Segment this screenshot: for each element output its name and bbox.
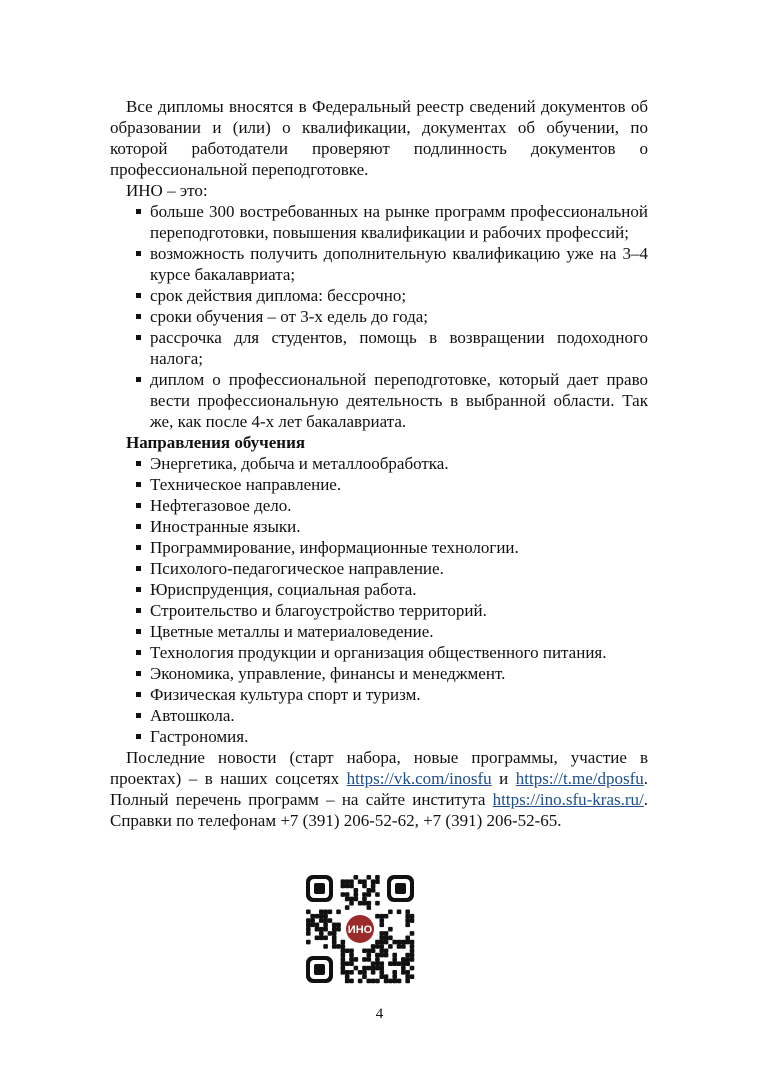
- qr-module: [345, 970, 350, 975]
- qr-module: [375, 901, 380, 906]
- qr-code: [303, 872, 417, 986]
- ino-lead: ИНО – это:: [126, 181, 208, 200]
- qr-module: [345, 905, 350, 910]
- qr-module: [410, 948, 415, 953]
- qr-module: [341, 879, 346, 884]
- qr-module: [336, 923, 341, 928]
- qr-module: [323, 910, 328, 915]
- qr-module: [332, 944, 337, 949]
- qr-module: [384, 914, 389, 919]
- list-item: Экономика, управление, финансы и менеджмент.: [150, 663, 648, 684]
- qr-module: [354, 957, 359, 962]
- qr-module: [332, 935, 337, 940]
- qr-module: [306, 940, 311, 945]
- qr-module: [332, 923, 337, 928]
- list-item: Программирование, информационные технологии.: [150, 537, 648, 558]
- qr-module: [362, 892, 367, 897]
- qr-module: [405, 974, 410, 979]
- qr-module: [319, 935, 324, 940]
- list-item: Автошкола.: [150, 705, 648, 726]
- qr-module: [362, 974, 367, 979]
- qr-module: [349, 970, 354, 975]
- qr-module: [392, 957, 397, 962]
- qr-module: [375, 944, 380, 949]
- qr-module: [405, 957, 410, 962]
- news-text-2: . Полный перечень программ – на сайте института: [110, 769, 648, 809]
- qr-module: [375, 892, 380, 897]
- qr-module: [410, 931, 415, 936]
- qr-module: [328, 910, 333, 915]
- qr-module: [375, 940, 380, 945]
- list-item: возможность получить дополнительную квалификацию уже на 3–4 курсе бакалавриата;: [150, 244, 648, 284]
- qr-module: [366, 979, 371, 984]
- qr-module: [341, 948, 346, 953]
- qr-module: [366, 901, 371, 906]
- qr-module: [388, 910, 393, 915]
- qr-module: [345, 884, 350, 889]
- qr-module: [410, 918, 415, 923]
- qr-module: [319, 910, 324, 915]
- qr-module: [375, 875, 380, 880]
- qr-module: [345, 961, 350, 966]
- list-item: Технология продукции и организация общественного питания.: [150, 642, 648, 663]
- qr-finder-bottom-left: [306, 956, 333, 983]
- qr-module: [371, 979, 376, 984]
- qr-module: [323, 935, 328, 940]
- qr-module: [388, 979, 393, 984]
- qr-module: [371, 944, 376, 949]
- list-item: рассрочка для студентов, помощь в возвращении подоходного налога;: [150, 328, 648, 368]
- qr-module: [341, 884, 346, 889]
- qr-module: [379, 923, 384, 928]
- qr-module: [319, 931, 324, 936]
- qr-module: [388, 944, 393, 949]
- news-text-1: Последние новости (старт набора, новые программы, участие в проектах) – в наших соцсетях: [110, 748, 648, 788]
- qr-module: [345, 892, 350, 897]
- qr-module: [397, 961, 402, 966]
- qr-module: [384, 948, 389, 953]
- qr-module: [392, 970, 397, 975]
- qr-module: [362, 948, 367, 953]
- qr-module: [306, 923, 311, 928]
- qr-module: [341, 953, 346, 958]
- qr-module: [410, 957, 415, 962]
- page-number: 4: [375, 1006, 384, 1022]
- qr-module: [397, 940, 402, 945]
- vk-link[interactable]: https://vk.com/inosfu: [346, 769, 492, 788]
- qr-module: [332, 927, 337, 932]
- qr-module: [410, 944, 415, 949]
- qr-module: [371, 888, 376, 893]
- qr-module: [362, 970, 367, 975]
- qr-module: [384, 931, 389, 936]
- qr-module: [410, 974, 415, 979]
- qr-module: [379, 966, 384, 971]
- qr-module: [379, 948, 384, 953]
- qr-module: [379, 944, 384, 949]
- qr-module: [345, 897, 350, 902]
- qr-module: [379, 935, 384, 940]
- qr-module: [336, 910, 341, 915]
- qr-module: [349, 879, 354, 884]
- qr-module: [384, 935, 389, 940]
- qr-module: [349, 901, 354, 906]
- qr-module: [397, 910, 402, 915]
- qr-module: [366, 957, 371, 962]
- qr-module: [401, 961, 406, 966]
- qr-module: [328, 918, 333, 923]
- qr-finder-top-left: [306, 875, 333, 902]
- qr-module: [410, 914, 415, 919]
- qr-module: [358, 901, 363, 906]
- qr-module: [319, 927, 324, 932]
- qr-module: [371, 884, 376, 889]
- qr-module: [401, 966, 406, 971]
- news-text-and: и: [491, 769, 516, 788]
- qr-module: [354, 888, 359, 893]
- qr-module: [362, 884, 367, 889]
- qr-module: [354, 892, 359, 897]
- qr-module: [392, 979, 397, 984]
- qr-module: [315, 914, 320, 919]
- news-text-3: . Справки по телефонам +7 (391) 206-52-62, +7 (391) 206-52-65.: [110, 790, 648, 830]
- list-item: сроки обучения – от 3-х едель до года;: [150, 306, 648, 327]
- qr-module: [306, 910, 311, 915]
- qr-module: [332, 940, 337, 945]
- page-content: [110, 96, 648, 831]
- telegram-link[interactable]: https://t.me/dposfu: [515, 769, 644, 788]
- qr-module: [405, 923, 410, 928]
- qr-module: [397, 944, 402, 949]
- qr-module: [401, 970, 406, 975]
- ino-logo-text: ИНО: [347, 924, 373, 936]
- qr-module: [379, 970, 384, 975]
- qr-module: [306, 918, 311, 923]
- list-item: Юриспруденция, социальная работа.: [150, 579, 648, 600]
- qr-module: [375, 953, 380, 958]
- qr-module: [384, 974, 389, 979]
- qr-module: [371, 970, 376, 975]
- qr-module: [371, 961, 376, 966]
- qr-module: [362, 901, 367, 906]
- qr-module: [401, 944, 406, 949]
- news-paragraph: [110, 747, 648, 831]
- qr-module: [392, 961, 397, 966]
- qr-module: [336, 944, 341, 949]
- qr-module: [388, 961, 393, 966]
- qr-module: [366, 948, 371, 953]
- qr-module: [379, 974, 384, 979]
- directions-list: [110, 453, 648, 747]
- qr-module: [379, 940, 384, 945]
- qr-module: [315, 927, 320, 932]
- qr-module: [349, 897, 354, 902]
- qr-module: [345, 879, 350, 884]
- list-item: больше 300 востребованных на рынке программ профессиональной переподготовки, повышения квалификации и рабочих профессий;: [150, 202, 648, 242]
- qr-module: [358, 979, 363, 984]
- qr-module: [388, 927, 393, 932]
- qr-module: [405, 935, 410, 940]
- qr-module: [379, 953, 384, 958]
- qr-module: [392, 974, 397, 979]
- qr-module: [349, 953, 354, 958]
- qr-module: [405, 914, 410, 919]
- qr-module: [401, 940, 406, 945]
- qr-module: [362, 957, 367, 962]
- qr-module: [341, 957, 346, 962]
- qr-module: [405, 953, 410, 958]
- qr-module: [366, 892, 371, 897]
- qr-module: [349, 957, 354, 962]
- qr-module: [379, 918, 384, 923]
- qr-module: [341, 940, 346, 945]
- qr-module: [371, 966, 376, 971]
- qr-code-graphic: [303, 872, 417, 986]
- qr-module: [310, 923, 315, 928]
- qr-module: [397, 979, 402, 984]
- list-item: Психолого-педагогическое направление.: [150, 558, 648, 579]
- qr-module: [323, 944, 328, 949]
- qr-module: [306, 931, 311, 936]
- qr-module: [310, 914, 315, 919]
- qr-module: [349, 961, 354, 966]
- qr-module: [341, 892, 346, 897]
- qr-module: [405, 910, 410, 915]
- list-item: Энергетика, добыча и металлообработка.: [150, 453, 648, 474]
- list-item: Строительство и благоустройство территорий.: [150, 600, 648, 621]
- list-item: срок действия диплома: бессрочно;: [150, 285, 648, 306]
- list-item: Нефтегазовое дело.: [150, 495, 648, 516]
- qr-module: [405, 979, 410, 984]
- qr-module: [392, 953, 397, 958]
- qr-module: [384, 953, 389, 958]
- qr-module: [328, 931, 333, 936]
- qr-module: [375, 914, 380, 919]
- list-item: Цветные металлы и материаловедение.: [150, 621, 648, 642]
- list-item: Техническое направление.: [150, 474, 648, 495]
- qr-module: [323, 923, 328, 928]
- qr-module: [371, 948, 376, 953]
- qr-module: [323, 918, 328, 923]
- qr-module: [358, 879, 363, 884]
- qr-module: [405, 970, 410, 975]
- qr-module: [410, 940, 415, 945]
- qr-module: [323, 927, 328, 932]
- qr-module: [366, 966, 371, 971]
- list-item: диплом о профессиональной переподготовке, который дает право вести профессиональную деятельность в выбранной области. Так же, как после 4-х лет бакалавриата.: [150, 370, 648, 431]
- qr-module: [358, 970, 363, 975]
- qr-module: [332, 931, 337, 936]
- ino-list: [110, 201, 648, 432]
- qr-module: [362, 897, 367, 902]
- qr-module: [336, 927, 341, 932]
- qr-module: [375, 961, 380, 966]
- qr-module: [319, 914, 324, 919]
- list-item: Иностранные языки.: [150, 516, 648, 537]
- qr-module: [354, 875, 359, 880]
- qr-module: [341, 961, 346, 966]
- qr-module: [341, 970, 346, 975]
- qr-module: [410, 953, 415, 958]
- qr-module: [315, 935, 320, 940]
- qr-module: [388, 935, 393, 940]
- qr-module: [306, 927, 311, 932]
- qr-module: [375, 966, 380, 971]
- list-item: Гастрономия.: [150, 726, 648, 747]
- qr-module: [362, 966, 367, 971]
- qr-module: [362, 879, 367, 884]
- qr-module: [410, 966, 415, 971]
- qr-module: [319, 918, 324, 923]
- qr-module: [354, 966, 359, 971]
- qr-module: [379, 961, 384, 966]
- qr-module: [379, 931, 384, 936]
- qr-module: [345, 974, 350, 979]
- qr-module: [349, 884, 354, 889]
- qr-module: [375, 957, 380, 962]
- qr-module: [384, 979, 389, 984]
- qr-module: [405, 918, 410, 923]
- qr-module: [371, 879, 376, 884]
- qr-module: [349, 948, 354, 953]
- qr-module: [345, 979, 350, 984]
- qr-module: [366, 888, 371, 893]
- qr-module: [405, 961, 410, 966]
- qr-module: [341, 966, 346, 971]
- qr-module: [392, 940, 397, 945]
- qr-module: [323, 914, 328, 919]
- qr-module: [366, 875, 371, 880]
- qr-module: [379, 914, 384, 919]
- qr-module: [341, 944, 346, 949]
- institute-site-link[interactable]: https://ino.sfu-kras.ru/: [492, 790, 644, 809]
- intro-paragraph: Все дипломы вносятся в Федеральный реестр сведений документов об образовании и (или) о квалификации, документах об обучении, по которой работодатели проверяют подлинность документов о профессиональной переподготовке.: [110, 97, 648, 179]
- qr-module: [354, 897, 359, 902]
- qr-module: [384, 940, 389, 945]
- qr-module: [366, 953, 371, 958]
- qr-module: [375, 979, 380, 984]
- qr-module: [405, 940, 410, 945]
- qr-finder-top-right: [387, 875, 414, 902]
- qr-module: [349, 979, 354, 984]
- qr-module: [401, 957, 406, 962]
- qr-module: [310, 918, 315, 923]
- qr-module: [375, 879, 380, 884]
- list-item: Физическая культура спорт и туризм.: [150, 684, 648, 705]
- directions-heading: Направления обучения: [126, 433, 306, 452]
- qr-module: [366, 905, 371, 910]
- qr-module: [315, 923, 320, 928]
- qr-module: [345, 948, 350, 953]
